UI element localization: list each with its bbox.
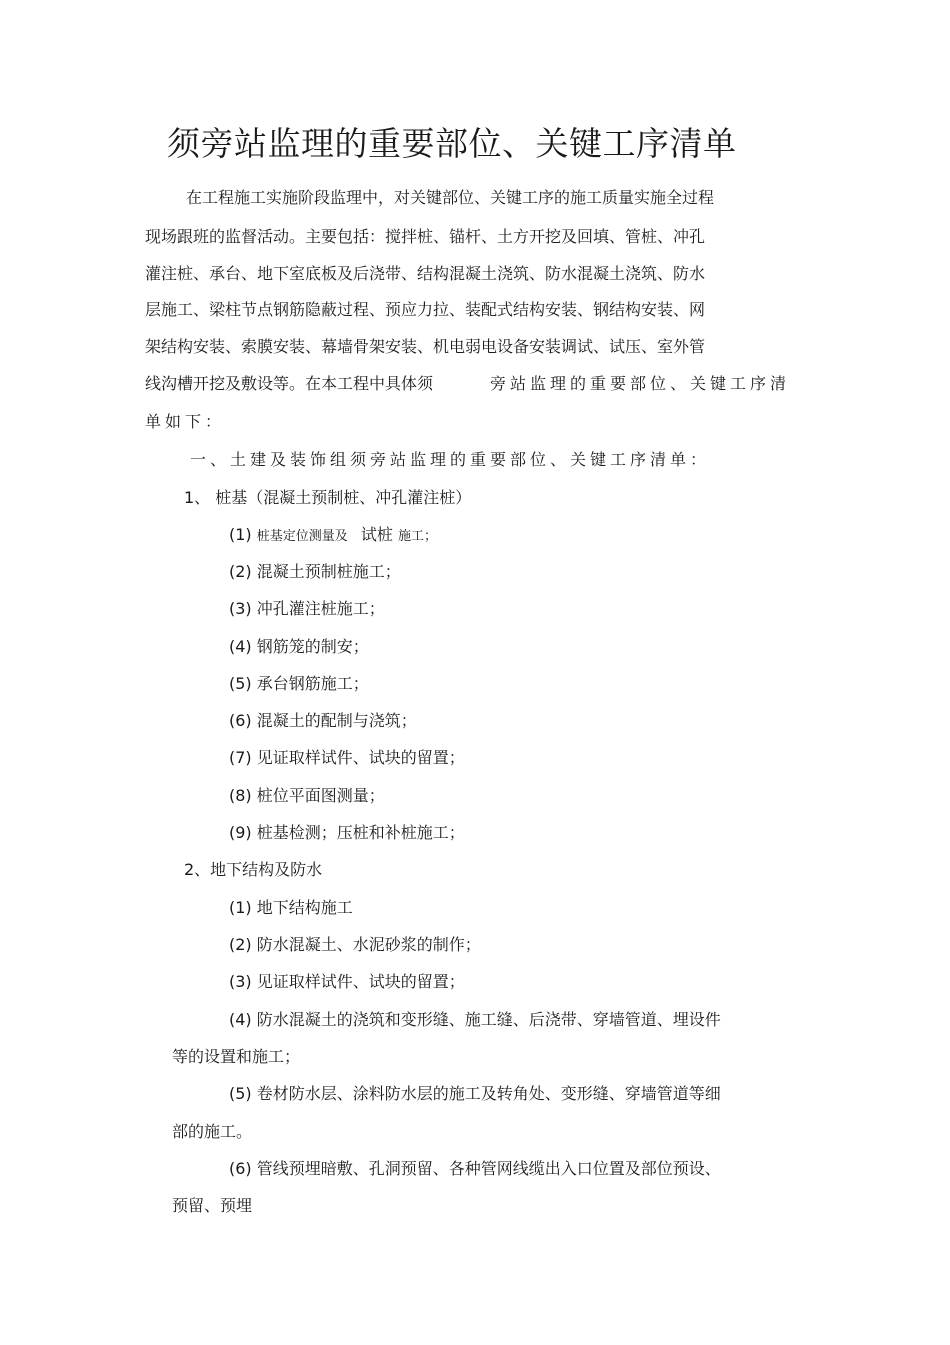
item-text: 施工； bbox=[397, 529, 437, 544]
item-text: 桩基定位测量及 bbox=[256, 529, 348, 544]
list-item: (7) 见证取样试件、试块的留置； bbox=[229, 748, 465, 767]
intro-line: 层施工、梁柱节点钢筋隐蔽过程、预应力拉、装配式结构安装、钢结构安装、网 bbox=[145, 300, 706, 319]
list-item-continuation: 部的施工。 bbox=[172, 1122, 253, 1141]
intro-line: 线沟槽开挖及敷设等。在本工程中具体须 bbox=[145, 374, 434, 393]
item-number: (1) bbox=[229, 525, 252, 544]
list-item: (3) 见证取样试件、试块的留置； bbox=[229, 972, 465, 991]
list-item: (6) 管线预埋暗敷、孔洞预留、各种管网线缆出入口位置及部位预设、 bbox=[229, 1159, 721, 1178]
list-item bbox=[229, 524, 437, 548]
list-item: (3) 冲孔灌注桩施工； bbox=[229, 599, 385, 618]
intro-line: 在工程施工实施阶段监理中，对关键部位、关键工序的施工质量实施全过程 bbox=[186, 188, 715, 207]
list-item: (5) 卷材防水层、涂料防水层的施工及转角处、变形缝、穿墙管道等细 bbox=[229, 1084, 721, 1103]
intro-line: 单如下： bbox=[145, 412, 226, 431]
intro-line: 旁站监理的重要部位、关键工序清 bbox=[490, 374, 791, 393]
list-item: (2) 防水混凝土、水泥砂浆的制作； bbox=[229, 935, 481, 954]
page-title: 须旁站监理的重要部位、关键工序清单 bbox=[167, 124, 737, 163]
intro-line: 现场跟班的监督活动。主要包括：搅拌桩、锚杆、土方开挖及回填、管桩、冲孔 bbox=[145, 227, 706, 246]
list-item: (1) 地下结构施工 bbox=[229, 898, 353, 917]
intro-line: 架结构安装、索膜安装、幕墙骨架安装、机电弱电设备安装调试、试压、室外管 bbox=[145, 337, 706, 356]
item-text: 试桩 bbox=[360, 525, 393, 544]
section-heading: 一、土建及装饰组须旁站监理的重要部位、关键工序清单： bbox=[190, 450, 711, 469]
list-item: (4) 防水混凝土的浇筑和变形缝、施工缝、后浇带、穿墙管道、埋设件 bbox=[229, 1010, 721, 1029]
list-item: (5) 承台钢筋施工； bbox=[229, 674, 369, 693]
list-item-continuation: 等的设置和施工； bbox=[172, 1047, 301, 1066]
list-item-continuation: 预留、预埋 bbox=[172, 1196, 253, 1215]
list-item: (6) 混凝土的配制与浇筑； bbox=[229, 711, 417, 730]
list-item: (2) 混凝土预制桩施工； bbox=[229, 562, 401, 581]
list-item: (4) 钢筋笼的制安； bbox=[229, 637, 369, 656]
list-item: (9) 桩基检测；压桩和补桩施工； bbox=[229, 823, 465, 842]
subsection-heading: 2、地下结构及防水 bbox=[184, 860, 323, 879]
subsection-heading: 1、 桩基（混凝土预制桩、冲孔灌注桩） bbox=[184, 488, 472, 507]
intro-line: 灌注桩、承台、地下室底板及后浇带、结构混凝土浇筑、防水混凝土浇筑、防水 bbox=[145, 264, 706, 283]
list-item: (8) 桩位平面图测量； bbox=[229, 786, 385, 805]
